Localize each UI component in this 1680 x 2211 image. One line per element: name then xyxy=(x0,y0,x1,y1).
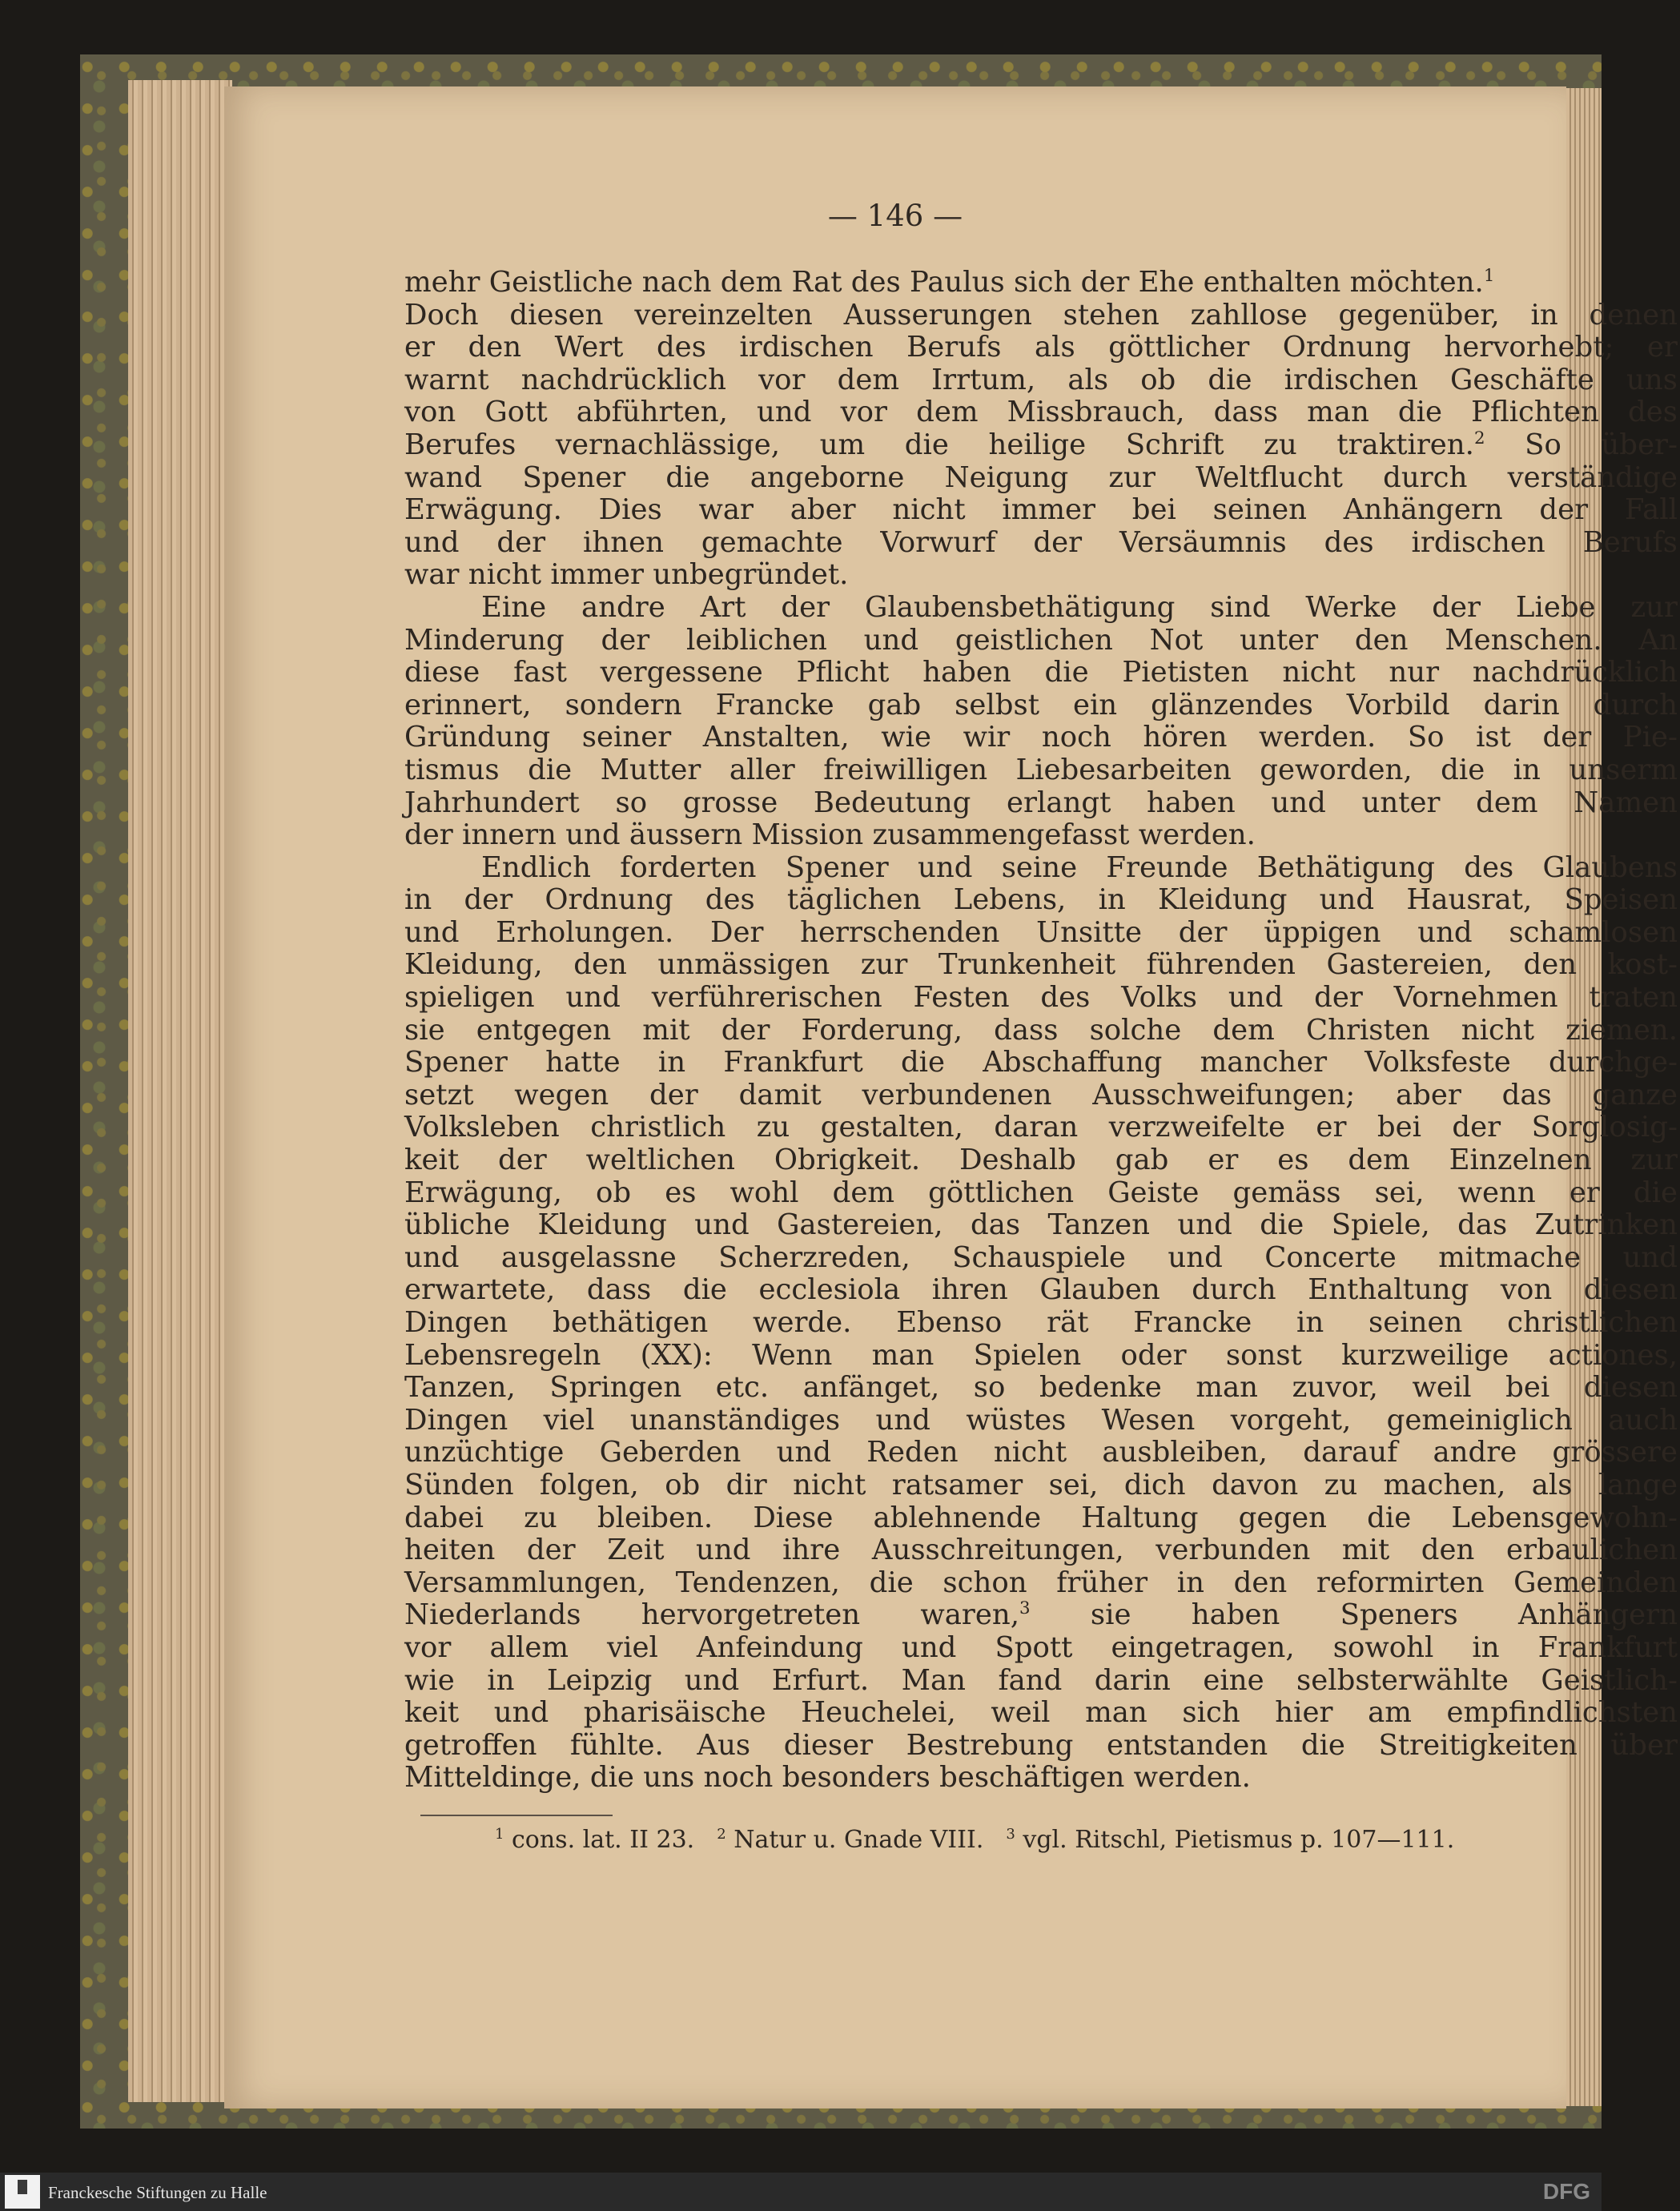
text-line: Jahrhundert so grosse Bedeutung erlangt haben und unter dem Namen xyxy=(404,786,1678,819)
text-line: er den Wert des irdischen Berufs als göttlicher Ordnung hervorhebt; er xyxy=(404,331,1678,364)
footnotes xyxy=(495,1826,1680,1854)
text-line: heiten der Zeit und ihre Ausschreitungen, verbunden mit den erbaulichen xyxy=(404,1534,1678,1567)
text-line: übliche Kleidung und Gastereien, das Tanzen und die Spiele, das Zutrinken xyxy=(404,1208,1678,1242)
text-line: Lebensregeln (XX): Wenn man Spielen oder sonst kurzweilige actiones, xyxy=(404,1338,1678,1372)
text-line: sie entgegen mit der Forderung, dass solche dem Christen nicht ziemen. xyxy=(404,1013,1678,1047)
text-line: und der ihnen gemachte Vorwurf der Versäumnis des irdischen Berufs xyxy=(404,525,1678,559)
text-line: Endlich forderten Spener und seine Freunde Bethätigung des Glaubens xyxy=(481,850,1678,884)
text-line: Eine andre Art der Glaubensbethätigung sind Werke der Liebe zur xyxy=(481,590,1678,624)
text-line: war nicht immer unbegründet. xyxy=(404,558,849,592)
text-line: der innern und äussern Mission zusammengefasst werden. xyxy=(404,818,1256,852)
text-line: mehr Geistliche nach dem Rat des Paulus sich der Ehe enthalten möchten.$^1$ xyxy=(404,266,1495,299)
body-text xyxy=(404,267,1678,1795)
page-number: — 146 — xyxy=(827,199,963,233)
text-line: Doch diesen vereinzelten Ausserungen stehen zahllose gegenüber, in denen xyxy=(404,298,1678,332)
text-line: Tanzen, Springen etc. anfänget, so bedenke man zuvor, weil bei diesen xyxy=(404,1371,1678,1405)
text-line: erwartete, dass die ecclesiola ihren Glauben durch Enthaltung von diesen xyxy=(404,1273,1678,1307)
text-line: Kleidung, den unmässigen zur Trunkenheit führenden Gastereien, den kost- xyxy=(404,948,1678,982)
institution-logo-icon xyxy=(5,2175,40,2209)
book-page xyxy=(224,86,1678,2108)
text-line: erinnert, sondern Francke gab selbst ein glänzendes Vorbild darin durch xyxy=(404,688,1678,722)
text-line: von Gott abführten, und vor dem Missbrauch, dass man die Pflichten des xyxy=(404,396,1678,429)
footnote: $^3$ vgl. Ritschl, Pietismus p. 107—111. xyxy=(1006,1826,1455,1854)
footnote-marker: 2 xyxy=(1473,428,1485,449)
text-line: und Erholungen. Der herrschenden Unsitte der üppigen und schamlosen xyxy=(404,915,1678,949)
footnote-marker: 3 xyxy=(1019,1598,1031,1619)
text-line: wie in Leipzig und Erfurt. Man fand darin eine selbsterwählte Geistlich- xyxy=(404,1663,1678,1697)
text-line: Minderung der leiblichen und geistlichen Not unter den Menschen. An xyxy=(404,623,1678,657)
text-line: vor allem viel Anfeindung und Spott eingetragen, sowohl in Frankfurt xyxy=(404,1630,1678,1664)
page-edges xyxy=(128,80,232,2102)
text-line: spieligen und verführerischen Festen des Volks und der Vornehmen traten xyxy=(404,981,1678,1015)
text-line: in der Ordnung des täglichen Lebens, in Kleidung und Hausrat, Speisen xyxy=(404,883,1678,917)
text-line: dabei zu bleiben. Diese ablehnende Haltung gegen die Lebensgewohn- xyxy=(404,1501,1678,1534)
text-line: keit der weltlichen Obrigkeit. Deshalb gab er es dem Einzelnen zur xyxy=(404,1144,1678,1177)
dfg-logo: DFG xyxy=(1542,2179,1590,2204)
text-line: Berufes vernachlässige, um die heilige Schrift zu traktiren.$^2$ So über- xyxy=(404,428,1678,461)
text-line: getroffen fühlte. Aus dieser Bestrebung entstanden die Streitigkeiten über xyxy=(404,1728,1678,1762)
text-line: Dingen bethätigen werde. Ebenso rät Francke in seinen christlichen xyxy=(404,1306,1678,1339)
text-line: keit und pharisäische Heuchelei, weil man sich hier am empfindlichsten xyxy=(404,1696,1678,1730)
text-line: wand Spener die angeborne Neigung zur Weltflucht durch verständige xyxy=(404,460,1678,494)
text-line: Mitteldinge, die uns noch besonders beschäftigen werden. xyxy=(404,1761,1251,1795)
text-line: Gründung seiner Anstalten, wie wir noch hören werden. So ist der Pie- xyxy=(404,721,1678,754)
text-line: Erwägung. Dies war aber nicht immer bei seinen Anhängern der Fall xyxy=(404,493,1678,527)
text-line: warnt nachdrücklich vor dem Irrtum, als ob die irdischen Geschäfte uns xyxy=(404,363,1678,396)
institution-name: Franckesche Stiftungen zu Halle xyxy=(48,2183,267,2202)
text-line: setzt wegen der damit verbundenen Ausschweifungen; aber das ganze xyxy=(404,1078,1678,1112)
footnote-rule xyxy=(420,1815,613,1816)
footnote: $^2$ Natur u. Gnade VIII. xyxy=(717,1826,984,1854)
text-line: und ausgelassne Scherzreden, Schauspiele und Concerte mitmache und xyxy=(404,1240,1678,1274)
text-line: Dingen viel unanständiges und wüstes Wesen vorgeht, gemeiniglich auch xyxy=(404,1403,1678,1437)
footnote: $^1$ cons. lat. II 23. xyxy=(495,1826,695,1854)
text-line: Erwägung, ob es wohl dem göttlichen Geiste gemäss sei, wenn er die xyxy=(404,1176,1678,1209)
text-line: tismus die Mutter aller freiwilligen Liebesarbeiten geworden, die in unserm xyxy=(404,753,1678,786)
text-line: Sünden folgen, ob dir nicht ratsamer sei, dich davon zu machen, als lange xyxy=(404,1468,1678,1501)
text-line: diese fast vergessene Pflicht haben die Pietisten nicht nur nachdrücklich xyxy=(404,656,1678,689)
footnote-marker: 1 xyxy=(1483,266,1495,287)
text-line: Spener hatte in Frankfurt die Abschaffung mancher Volksfeste durchge- xyxy=(404,1046,1678,1079)
text-line: Volksleben christlich zu gestalten, daran verzweifelte er bei der Sorglosig- xyxy=(404,1111,1678,1144)
text-line: unzüchtige Geberden und Reden nicht ausbleiben, darauf andre grössere xyxy=(404,1436,1678,1469)
text-line: Versammlungen, Tendenzen, die schon früher in den reformirten Gemeinden xyxy=(404,1566,1678,1599)
text-line: Niederlands hervorgetreten waren,$^3$ sie haben Speners Anhängern xyxy=(404,1598,1678,1632)
